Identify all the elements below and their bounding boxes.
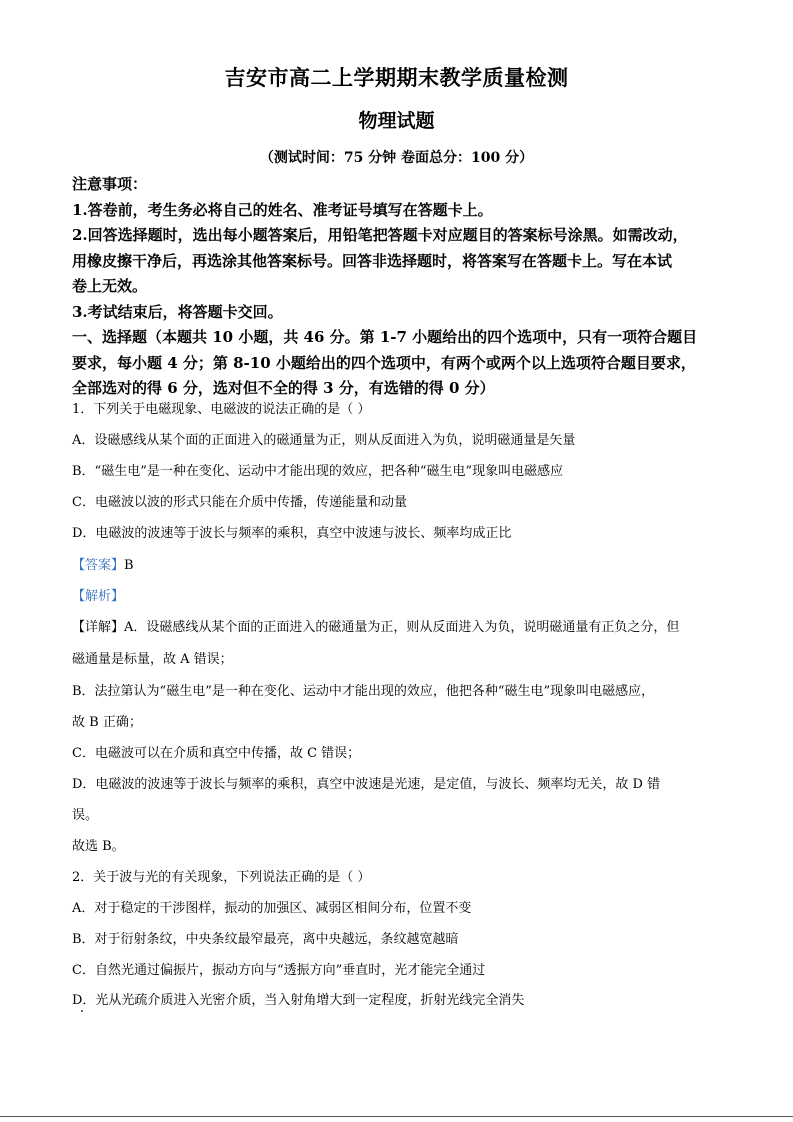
notice-heading: 注意事项： [72, 175, 148, 193]
page-bottom-divider [0, 1116, 793, 1117]
q1-detail-line-6: D．电磁波的波速等于波长与频率的乘积，真空中波速是光速，是定值，与波长、频率均无关，故 D 错 [72, 777, 661, 792]
q2-option-a: A．对于稳定的干涉图样，振动的加强区、减弱区相间分布，位置不变 [72, 901, 472, 916]
stray-mark [81, 1010, 83, 1012]
q1-option-c: C．电磁波以波的形式只能在介质中传播，传递能量和动量 [72, 495, 407, 510]
analysis-tag: 【解析】 [72, 589, 125, 604]
notice-item-2-line-3: 卷上无效。 [72, 277, 148, 295]
notice-item-1: 1.答卷前，考生务必将自己的姓名、准考证号填写在答题卡上。 [72, 200, 493, 219]
section-heading-line-2: 要求，每小题 4 分；第 8-10 小题给出的四个选项中，有两个或两个以上选项符合题目要求， [72, 353, 696, 372]
q1-detail-line-5: C．电磁波可以在介质和真空中传播，故 C 错误； [72, 746, 361, 761]
q2-option-b: B．对于衍射条纹，中央条纹最窄最亮，离中央越远，条纹越宽越暗 [72, 932, 459, 947]
q1-answer [72, 554, 732, 573]
q2-option-d: D．光从光疏介质进入光密介质，当入射角增大到一定程度，折射光线完全消失 [72, 993, 525, 1008]
answer-tag: 【答案】 [72, 558, 125, 573]
q2-option-c: C．自然光通过偏振片，振动方向与“透振方向”垂直时，光才能完全通过 [72, 963, 486, 978]
q1-option-b: B．“磁生电”是一种在变化、运动中才能出现的效应，把各种“磁生电”现象叫电磁感应 [72, 464, 564, 479]
exam-meta: （测试时间：75 分钟 卷面总分：100 分） [259, 150, 534, 166]
answer-value: B [124, 558, 134, 573]
q1-detail-line-7: 误。 [72, 808, 99, 823]
notice-item-2-line-2: 用橡皮擦干净后，再选涂其他答案标号。回答非选择题时，将答案写在答题卡上。写在本试 [72, 251, 673, 270]
q1-option-d: D．电磁波的波速等于波长与频率的乘积，真空中波速与波长、频率均成正比 [72, 526, 512, 541]
q2-stem: 2．关于波与光的有关现象，下列说法正确的是（ ） [72, 870, 371, 885]
section-heading-line-3: 全部选对的得 6 分，选对但不全的得 3 分，有选错的得 0 分） [72, 379, 495, 397]
notice-section [72, 172, 722, 402]
q1-stem: 1．下列关于电磁现象、电磁波的说法正确的是（ ） [72, 402, 371, 417]
section-heading-line-1: 一、选择题（本题共 10 小题，共 46 分。第 1-7 小题给出的四个选项中，只有一项符合题目 [72, 328, 698, 346]
q1-option-a: A．设磁感线从某个面的正面进入的磁通量为正，则从反面进入为负，说明磁通量是矢量 [72, 433, 576, 448]
q1-detail-line-1: 【详解】A．设磁感线从某个面的正面进入的磁通量为正，则从反面进入为负，说明磁通量有正负之分，但 [72, 620, 680, 635]
notice-item-2-line-1: 2.回答选择题时，选出每小题答案后，用铅笔把答题卡对应题目的答案标号涂黑。如需改动， [72, 226, 688, 244]
q1-conclusion: 故选 B。 [72, 839, 125, 854]
notice-item-3: 3.考试结束后，将答题卡交回。 [72, 302, 283, 321]
exam-title: 吉安市高二上学期期末教学质量检测 [224, 65, 569, 90]
exam-subject: 物理试题 [358, 110, 435, 132]
q1-detail-line-2: 磁通量是标量，故 A 错误； [72, 652, 233, 667]
q1-detail-line-3: B．法拉第认为“磁生电”是一种在变化、运动中才能出现的效应，他把各种“磁生电”现象叫电磁感应， [72, 684, 655, 699]
q1-detail-line-4: 故 B 正确； [72, 715, 142, 730]
